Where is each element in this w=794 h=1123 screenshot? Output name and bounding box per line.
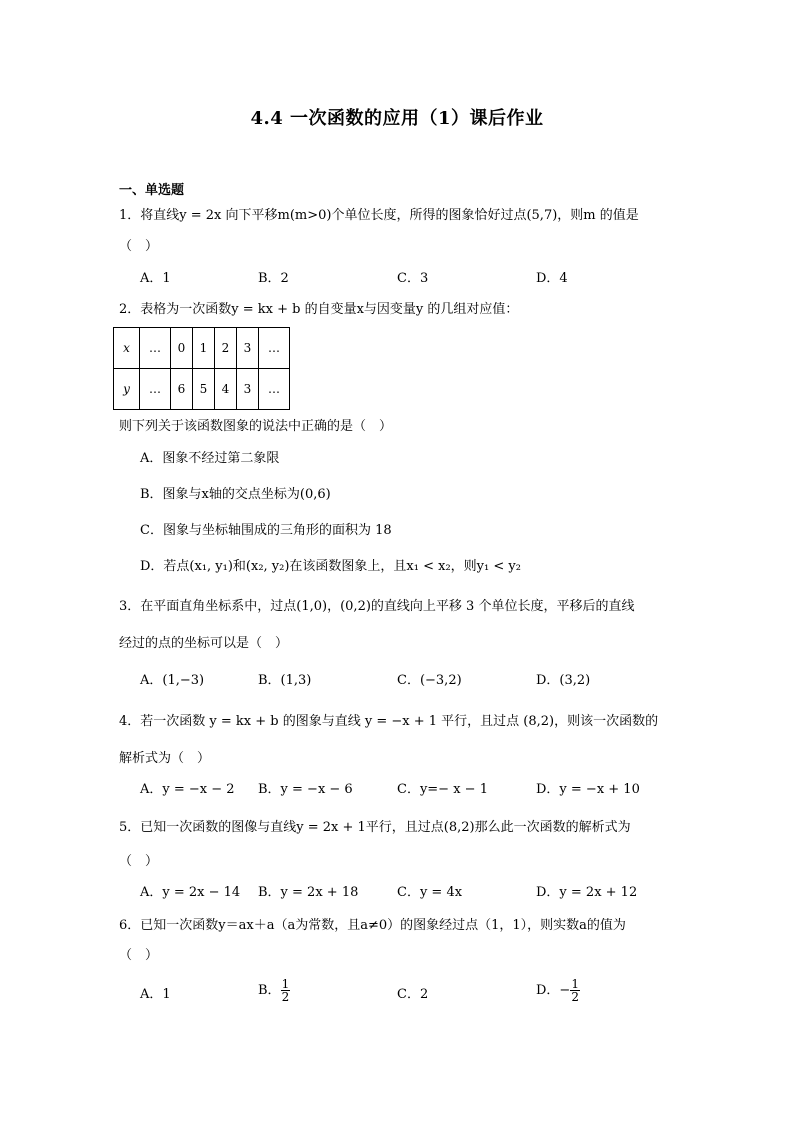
table-cell: 3	[237, 369, 259, 410]
question-4-option-b: B．y = −x − 6	[258, 782, 353, 797]
question-2-option-b: B．图象与x轴的交点坐标为(0,6)	[140, 487, 331, 502]
fraction-numerator: 1	[281, 977, 290, 991]
fraction	[281, 978, 291, 1003]
question-5-option-b: B．y = 2x + 18	[258, 885, 359, 900]
question-1-text: 1．将直线y = 2x 向下平移m(m>0)个单位长度，所得的图象恰好过点(5,7)，则m 的值是	[119, 208, 639, 223]
option-d-label: D．−	[536, 983, 571, 998]
table-cell: 5	[193, 369, 215, 410]
table-cell: …	[259, 369, 290, 410]
question-5-option-c: C．y = 4x	[397, 885, 463, 900]
section-heading: 一、单选题	[119, 183, 185, 198]
question-5-text: 5．已知一次函数的图像与直线y = 2x + 1平行，且过点(8,2)那么此一次函数的解析式为	[119, 820, 631, 835]
page-title: 4.4 一次函数的应用（1）课后作业	[250, 108, 544, 129]
question-5-option-a: A．y = 2x − 14	[140, 885, 241, 900]
option-b-label: B．	[258, 983, 281, 998]
table-cell: 1	[193, 328, 215, 369]
fraction-denominator: 2	[571, 990, 579, 1004]
table-row-y	[114, 369, 290, 410]
question-2-prompt: 则下列关于该函数图象的说法中正确的是（ ）	[119, 419, 393, 434]
question-4-option-a: A．y = −x − 2	[140, 782, 235, 797]
question-1-option-a: A．1	[140, 271, 171, 286]
question-3-option-b: B．(1,3)	[258, 673, 312, 688]
question-6-text: 6．已知一次函数y＝ax＋a（a为常数，且a≠0）的图象经过点（1，1），则实数a的值为	[119, 918, 626, 933]
fraction-numerator: 1	[571, 977, 579, 991]
question-6-option-c: C．2	[397, 987, 429, 1002]
table-cell: x	[114, 328, 140, 369]
question-3-option-d: D．(3,2)	[536, 673, 591, 688]
question-6-paren: （ ）	[119, 948, 159, 963]
value-table	[113, 327, 290, 410]
table-cell: …	[140, 328, 171, 369]
question-5-paren: （ ）	[119, 854, 159, 869]
question-3-option-a: A．(1,−3)	[140, 673, 205, 688]
question-3-option-c: C．(−3,2)	[397, 673, 462, 688]
question-1-option-c: C．3	[397, 271, 429, 286]
fraction-denominator: 2	[281, 990, 290, 1004]
table-cell: 6	[171, 369, 193, 410]
table-cell: 4	[215, 369, 237, 410]
question-1-paren: （ ）	[119, 239, 159, 254]
question-1-option-b: B．2	[258, 271, 289, 286]
table-cell: 0	[171, 328, 193, 369]
question-1-option-d: D．4	[536, 271, 568, 286]
table-cell: …	[140, 369, 171, 410]
table-cell: 3	[237, 328, 259, 369]
question-6-option-a: A．1	[140, 987, 171, 1002]
question-4-option-d: D．y = −x + 10	[536, 782, 640, 797]
question-6-option-d	[536, 978, 580, 1003]
table-cell: y	[114, 369, 140, 410]
question-3-text-continued: 经过的点的坐标可以是（ ）	[119, 636, 289, 651]
fraction	[570, 978, 580, 1003]
question-4-text-continued: 解析式为（ ）	[119, 751, 211, 766]
question-2-option-a: A．图象不经过第二象限	[140, 451, 280, 466]
question-2-option-d: D．若点(x₁, y₁)和(x₂, y₂)在该函数图象上，且x₁ < x₂，则y₁ < y₂	[140, 559, 521, 574]
question-2-text: 2．表格为一次函数y = kx + b 的自变量x与因变量y 的几组对应值：	[119, 302, 519, 317]
question-4-text: 4．若一次函数 y = kx + b 的图象与直线 y = −x + 1 平行，且过点 (8,2)，则该一次函数的	[119, 714, 659, 729]
question-3-text: 3．在平面直角坐标系中，过点(1,0)，(0,2)的直线向上平移 3 个单位长度，平移后的直线	[119, 599, 635, 614]
question-6-option-b	[258, 978, 290, 1003]
table-cell: 2	[215, 328, 237, 369]
question-4-option-c: C．y=− x − 1	[397, 782, 488, 797]
table-row-x	[114, 328, 290, 369]
question-5-option-d: D．y = 2x + 12	[536, 885, 638, 900]
question-2-option-c: C．图象与坐标轴围成的三角形的面积为 18	[140, 523, 392, 538]
table-cell: …	[259, 328, 290, 369]
